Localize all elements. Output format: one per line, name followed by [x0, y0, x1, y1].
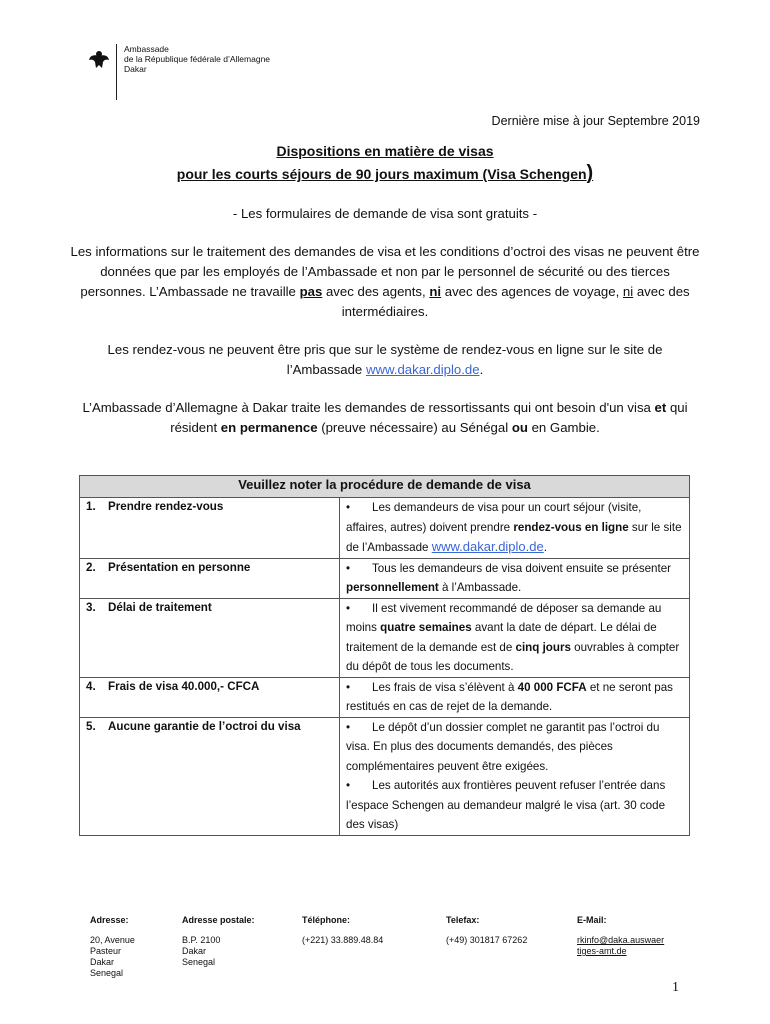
procedure-table: [79, 475, 690, 836]
step-description: • Les frais de visa s’élèvent à 40 000 FCFA et ne seront pas restitués en cas de rejet de la demande.: [340, 677, 690, 717]
email-link[interactable]: rkinfo@daka.auswaer: [577, 935, 665, 945]
step-label: 5. Aucune garantie de l’octroi du visa: [80, 717, 340, 835]
title-bracket: ): [586, 162, 594, 184]
free-forms-note: - Les formulaires de demande de visa sont gratuits -: [232, 206, 538, 221]
appointment-paragraph: Les rendez-vous ne peuvent être pris que sur le système de rendez-vous en ligne sur le site de l’Ambassade www.dakar.diplo.de.: [107, 342, 663, 377]
footer-address: Adresse: 20, Avenue Pasteur Dakar Senegal: [90, 915, 135, 978]
embassy-line-1: Ambassade: [124, 44, 169, 54]
info-paragraph: Les informations sur le traitement des demandes de visa et les conditions d’octroi des visas ne peuvent être données que par les employés de l’Ambassade et non par le personnel de sécurité ou des tierces personnes. L’Ambassade ne travaille pas avec des agents, ni avec des agences de voyage, ni avec des intermédiaires.: [70, 244, 700, 319]
page-number: 1: [672, 980, 679, 995]
step-label: 4. Frais de visa 40.000,- CFCA: [80, 677, 340, 717]
footer-postal: Adresse postale: B.P. 2100 Dakar Senegal: [182, 915, 255, 967]
title-line-1: Dispositions en matière de visas: [276, 143, 494, 159]
embassy-link[interactable]: www.dakar.diplo.de: [431, 539, 544, 554]
embassy-line-2: de la République fédérale d’Allemagne: [124, 54, 271, 64]
procedure-table-heading: Veuillez noter la procédure de demande de visa: [80, 476, 690, 498]
table-row: [80, 717, 690, 835]
residency-paragraph: L’Ambassade d’Allemagne à Dakar traite les demandes de ressortissants qui ont besoin d'un visa et qui résident en permanence (preuve nécessaire) au Sénégal ou en Gambie.: [82, 400, 688, 435]
embassy-link[interactable]: www.dakar.diplo.de: [365, 362, 480, 377]
step-label: 1. Prendre rendez-vous: [80, 498, 340, 559]
footer-fax: Telefax: (+49) 301817 67262: [446, 915, 528, 945]
step-description: • Le dépôt d’un dossier complet ne garantit pas l’octroi du visa. En plus des documents demandés, des pièces complémentaires peuvent être exigées. • Les autorités aux frontières peuvent refuser l’entrée dans l’espace Schengen au demandeur malgré le visa (art. 30 code des visas): [340, 717, 690, 835]
embassy-line-3: Dakar: [124, 64, 147, 74]
letterhead-divider: [116, 44, 117, 100]
last-updated: Dernière mise à jour Septembre 2019: [491, 114, 700, 128]
step-label: 3. Délai de traitement: [80, 598, 340, 677]
title-line-2: pour les courts séjours de 90 jours maximum (Visa Schengen): [176, 162, 594, 184]
federal-eagle-icon: [88, 48, 110, 70]
step-description: • Il est vivement recommandé de déposer sa demande au moins quatre semaines avant la date de départ. Le délai de traitement de la demande est de cinq jours ouvrables à compter du dépôt de tous les documents.: [340, 598, 690, 677]
footer-phone: Téléphone: (+221) 33.889.48.84: [302, 915, 384, 945]
table-row: [80, 498, 690, 559]
page-title: [0, 140, 770, 185]
footer-email: E-Mail: rkinfo@daka.auswaer tiges-amt.de: [577, 915, 665, 956]
table-row: [80, 558, 690, 598]
email-link-continued[interactable]: tiges-amt.de: [577, 946, 627, 956]
step-description: • Les demandeurs de visa pour un court séjour (visite, affaires, autres) doivent prendre rendez-vous en ligne sur le site de l’Ambassade www.dakar.diplo.de.: [340, 498, 690, 559]
step-description: • Tous les demandeurs de visa doivent ensuite se présenter personnellement à l’Ambassade.: [340, 558, 690, 598]
table-row: [80, 598, 690, 677]
table-row: [80, 677, 690, 717]
step-label: 2. Présentation en personne: [80, 558, 340, 598]
embassy-name: [124, 44, 270, 74]
